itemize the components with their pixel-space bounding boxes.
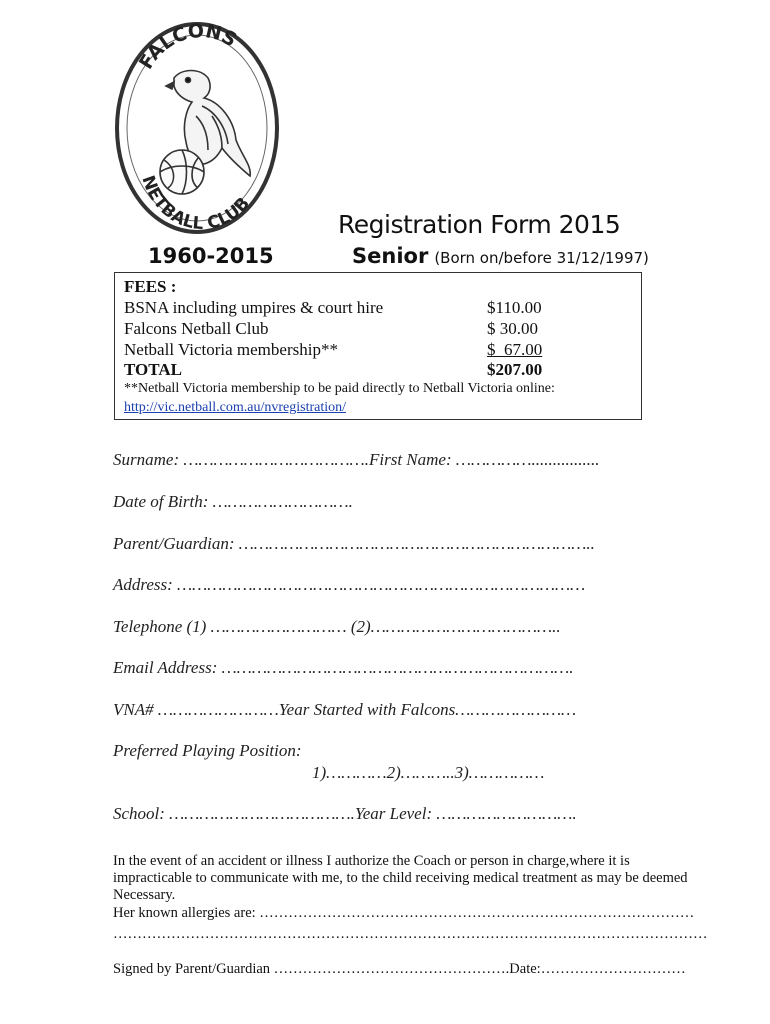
school-field[interactable]: School: ……………………………….Year Level: ……………………….	[113, 804, 577, 823]
fee-label-netball-vic: Netball Victoria membership**	[124, 340, 338, 359]
allergies-field-continued[interactable]: ……………………………………………………………………………………………………………	[113, 926, 708, 942]
fee-label-falcons: Falcons Netball Club	[124, 319, 269, 338]
fees-heading: FEES :	[124, 277, 177, 296]
dob-field[interactable]: Date of Birth: ……………………….	[113, 492, 353, 511]
fees-box	[114, 272, 642, 420]
fee-label-bsna: BSNA including umpires & court hire	[124, 298, 384, 317]
consent-line-2: impracticable to communicate with me, to the child receiving medical treatment as may be deemed	[113, 870, 688, 886]
category-label: Senior	[352, 244, 429, 268]
preferred-positions-field[interactable]: 1)…………2)………..3)……………	[312, 763, 545, 782]
vna-field[interactable]: VNA# ……………………Year Started with Falcons……………………	[113, 700, 577, 719]
netball-vic-registration-link[interactable]: http://vic.netball.com.au/nvregistration/	[124, 400, 347, 415]
fees-total-label: TOTAL	[124, 360, 182, 379]
fees-note: **Netball Victoria membership to be paid directly to Netball Victoria online:	[124, 381, 555, 396]
email-field[interactable]: Email Address: …………………………………………………………….	[113, 658, 574, 677]
telephone-field[interactable]: Telephone (1) ……………………… (2)………………………………..	[113, 617, 561, 636]
address-field[interactable]: Address: ………………………………………………………………………	[113, 575, 586, 594]
fee-amount-falcons: $ 30.00	[487, 319, 538, 338]
consent-line-1: In the event of an accident or illness I authorize the Coach or person in charge,where it is	[113, 853, 630, 869]
fees-total-amount: $207.00	[487, 360, 543, 379]
club-logo	[112, 16, 282, 238]
allergies-field[interactable]: Her known allergies are: ………………………………………………………………………………	[113, 905, 695, 921]
parent-guardian-field[interactable]: Parent/Guardian: ……………………………………………………………..	[113, 534, 595, 553]
preferred-position-label: Preferred Playing Position:	[113, 741, 302, 760]
logo-text-top: FALCONS	[135, 19, 241, 74]
consent-line-3: Necessary.	[113, 887, 176, 903]
form-title: Registration Form 2015	[338, 210, 621, 239]
club-years: 1960-2015	[148, 244, 274, 268]
logo-text-bottom: NETBALL CLUB	[137, 173, 254, 235]
category-note: (Born on/before 31/12/1997)	[434, 249, 649, 267]
surname-field[interactable]: Surname: ……………………………….First Name: ……………................	[113, 450, 600, 469]
fee-amount-netball-vic: $ 67.00	[487, 340, 543, 359]
category-heading	[352, 244, 649, 268]
netball-icon	[160, 150, 204, 194]
fee-amount-bsna: $110.00	[487, 298, 542, 317]
signature-date-field[interactable]: Signed by Parent/Guardian ………………………………………….Date:…………………………	[113, 961, 686, 977]
